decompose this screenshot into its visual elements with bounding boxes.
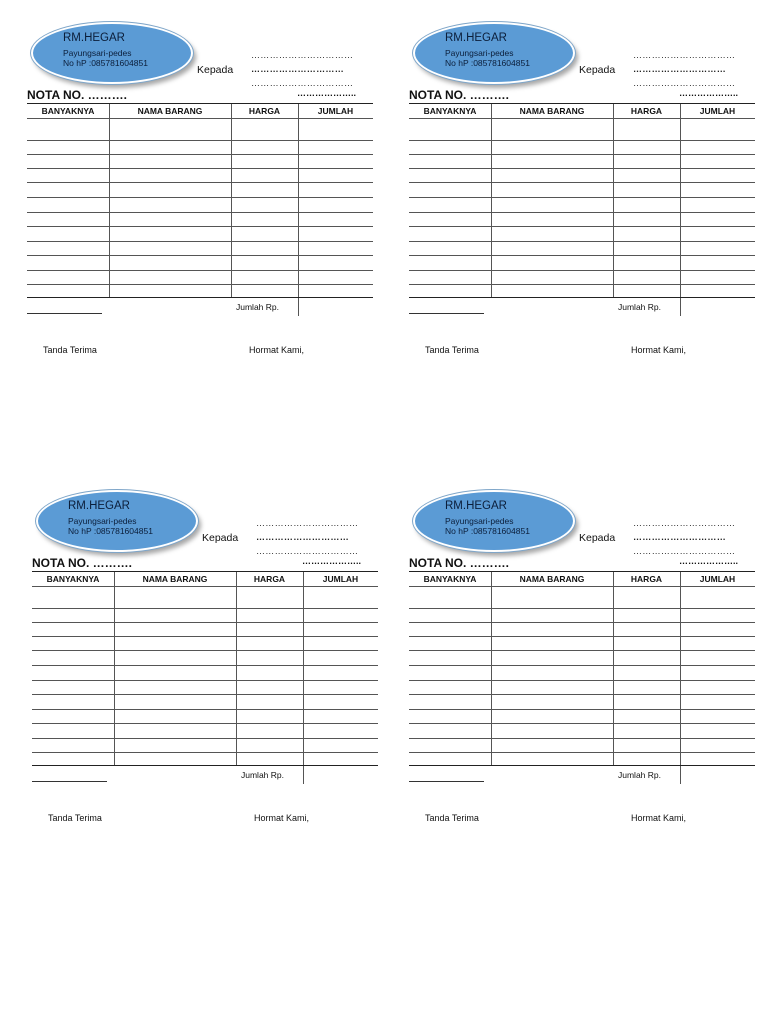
row-line bbox=[409, 212, 755, 213]
row-line bbox=[32, 752, 378, 753]
row-line bbox=[27, 140, 373, 141]
tanda-terima-label: Tanda Terima bbox=[425, 813, 479, 823]
recipient-line-1: …………………………… bbox=[251, 50, 354, 60]
shop-name: RM.HEGAR bbox=[63, 32, 125, 44]
total-label: Jumlah Rp. bbox=[618, 302, 661, 312]
col-banyaknya: BANYAKNYA bbox=[46, 574, 100, 584]
receipt-form bbox=[409, 20, 768, 390]
row-line bbox=[409, 665, 755, 666]
col-jumlah: JUMLAH bbox=[699, 106, 736, 116]
row-line bbox=[27, 270, 373, 271]
row-line bbox=[409, 182, 755, 183]
recipient-line-3: …………………………… bbox=[633, 546, 736, 556]
shop-name: RM.HEGAR bbox=[68, 500, 130, 512]
items-table bbox=[409, 104, 755, 297]
receipt-form bbox=[32, 488, 392, 858]
row-line bbox=[32, 723, 378, 724]
tanda-terima-label: Tanda Terima bbox=[425, 345, 479, 355]
row-line bbox=[27, 154, 373, 155]
date-line: ……………….. bbox=[679, 556, 739, 566]
row-line bbox=[409, 284, 755, 285]
row-line bbox=[409, 723, 755, 724]
recipient-line-2: ………………………… bbox=[256, 532, 349, 542]
kepada-label: Kepada bbox=[579, 64, 616, 76]
col-jumlah: JUMLAH bbox=[317, 106, 354, 116]
row-line bbox=[409, 197, 755, 198]
row-line bbox=[409, 752, 755, 753]
col-banyaknya: BANYAKNYA bbox=[423, 574, 477, 584]
signature-line bbox=[27, 313, 102, 314]
recipient-line-3: …………………………… bbox=[256, 546, 359, 556]
col-divider bbox=[109, 104, 110, 297]
tanda-terima-label: Tanda Terima bbox=[43, 345, 97, 355]
col-divider bbox=[613, 572, 614, 765]
signature-line bbox=[409, 781, 484, 782]
row-line bbox=[32, 765, 378, 766]
row-line bbox=[27, 168, 373, 169]
recipient-line-1: …………………………… bbox=[256, 518, 359, 528]
row-line bbox=[27, 118, 373, 119]
row-line bbox=[409, 608, 755, 609]
row-line bbox=[27, 197, 373, 198]
row-line bbox=[27, 212, 373, 213]
col-harga: HARGA bbox=[248, 106, 281, 116]
nota-number: NOTA NO. ………. bbox=[32, 556, 132, 570]
date-line: ……………….. bbox=[679, 88, 739, 98]
shop-phone: No hP :085781604851 bbox=[68, 526, 153, 536]
shop-address: Payungsari-pedes bbox=[68, 516, 137, 526]
nota-number: NOTA NO. ………. bbox=[409, 88, 509, 102]
kepada-label: Kepada bbox=[579, 532, 616, 544]
signature-line bbox=[32, 781, 107, 782]
row-line bbox=[32, 680, 378, 681]
row-line bbox=[409, 650, 755, 651]
row-line bbox=[409, 226, 755, 227]
row-line bbox=[27, 297, 373, 298]
row-line bbox=[409, 694, 755, 695]
receipt-form bbox=[27, 20, 387, 390]
row-line bbox=[27, 241, 373, 242]
date-line: ……………….. bbox=[302, 556, 362, 566]
row-line bbox=[27, 284, 373, 285]
shop-address: Payungsari-pedes bbox=[63, 48, 132, 58]
items-table bbox=[32, 572, 378, 765]
row-line bbox=[27, 226, 373, 227]
col-divider bbox=[231, 104, 232, 297]
row-line bbox=[409, 586, 755, 587]
row-line bbox=[32, 636, 378, 637]
row-line bbox=[27, 182, 373, 183]
recipient-line-3: …………………………… bbox=[633, 78, 736, 88]
row-line bbox=[32, 694, 378, 695]
col-harga: HARGA bbox=[630, 574, 663, 584]
shop-phone: No hP :085781604851 bbox=[445, 58, 530, 68]
col-harga: HARGA bbox=[630, 106, 663, 116]
col-divider bbox=[613, 104, 614, 297]
row-line bbox=[32, 650, 378, 651]
kepada-label: Kepada bbox=[202, 532, 239, 544]
hormat-kami-label: Hormat Kami, bbox=[631, 813, 687, 823]
shop-name: RM.HEGAR bbox=[445, 32, 507, 44]
shop-logo-oval bbox=[413, 22, 575, 84]
col-jumlah: JUMLAH bbox=[322, 574, 359, 584]
row-line bbox=[32, 709, 378, 710]
shop-phone: No hP :085781604851 bbox=[445, 526, 530, 536]
row-line bbox=[409, 738, 755, 739]
receipt-form bbox=[409, 488, 768, 858]
col-banyaknya: BANYAKNYA bbox=[41, 106, 95, 116]
shop-name: RM.HEGAR bbox=[445, 500, 507, 512]
row-line bbox=[409, 140, 755, 141]
row-line bbox=[409, 154, 755, 155]
col-jumlah: JUMLAH bbox=[699, 574, 736, 584]
shop-logo-oval bbox=[31, 22, 193, 84]
row-line bbox=[409, 297, 755, 298]
nota-number: NOTA NO. ………. bbox=[409, 556, 509, 570]
signature-line bbox=[409, 313, 484, 314]
row-line bbox=[409, 118, 755, 119]
date-line: ……………….. bbox=[297, 88, 357, 98]
row-line bbox=[32, 738, 378, 739]
row-line bbox=[409, 241, 755, 242]
col-divider bbox=[491, 104, 492, 297]
row-line bbox=[32, 608, 378, 609]
col-nama-barang: NAMA BARANG bbox=[519, 106, 585, 116]
row-line bbox=[32, 586, 378, 587]
kepada-label: Kepada bbox=[197, 64, 234, 76]
shop-phone: No hP :085781604851 bbox=[63, 58, 148, 68]
row-line bbox=[409, 168, 755, 169]
row-line bbox=[409, 255, 755, 256]
hormat-kami-label: Hormat Kami, bbox=[254, 813, 310, 823]
row-line bbox=[27, 255, 373, 256]
col-nama-barang: NAMA BARANG bbox=[519, 574, 585, 584]
total-label: Jumlah Rp. bbox=[241, 770, 284, 780]
total-label: Jumlah Rp. bbox=[236, 302, 279, 312]
recipient-line-2: ………………………… bbox=[251, 64, 344, 74]
recipient-line-1: …………………………… bbox=[633, 50, 736, 60]
shop-logo-oval bbox=[36, 490, 198, 552]
items-table bbox=[409, 572, 755, 765]
col-banyaknya: BANYAKNYA bbox=[423, 106, 477, 116]
row-line bbox=[409, 765, 755, 766]
col-nama-barang: NAMA BARANG bbox=[142, 574, 208, 584]
recipient-line-3: …………………………… bbox=[251, 78, 354, 88]
tanda-terima-label: Tanda Terima bbox=[48, 813, 102, 823]
shop-address: Payungsari-pedes bbox=[445, 48, 514, 58]
col-harga: HARGA bbox=[253, 574, 286, 584]
row-line bbox=[409, 622, 755, 623]
hormat-kami-label: Hormat Kami, bbox=[631, 345, 687, 355]
col-divider bbox=[491, 572, 492, 765]
nota-number: NOTA NO. ………. bbox=[27, 88, 127, 102]
row-line bbox=[32, 622, 378, 623]
row-line bbox=[409, 680, 755, 681]
col-divider bbox=[114, 572, 115, 765]
recipient-line-2: ………………………… bbox=[633, 64, 726, 74]
recipient-line-2: ………………………… bbox=[633, 532, 726, 542]
row-line bbox=[409, 636, 755, 637]
total-label: Jumlah Rp. bbox=[618, 770, 661, 780]
col-nama-barang: NAMA BARANG bbox=[137, 106, 203, 116]
shop-logo-oval bbox=[413, 490, 575, 552]
shop-address: Payungsari-pedes bbox=[445, 516, 514, 526]
row-line bbox=[32, 665, 378, 666]
hormat-kami-label: Hormat Kami, bbox=[249, 345, 305, 355]
row-line bbox=[409, 270, 755, 271]
col-divider bbox=[236, 572, 237, 765]
row-line bbox=[409, 709, 755, 710]
items-table bbox=[27, 104, 373, 297]
recipient-line-1: …………………………… bbox=[633, 518, 736, 528]
